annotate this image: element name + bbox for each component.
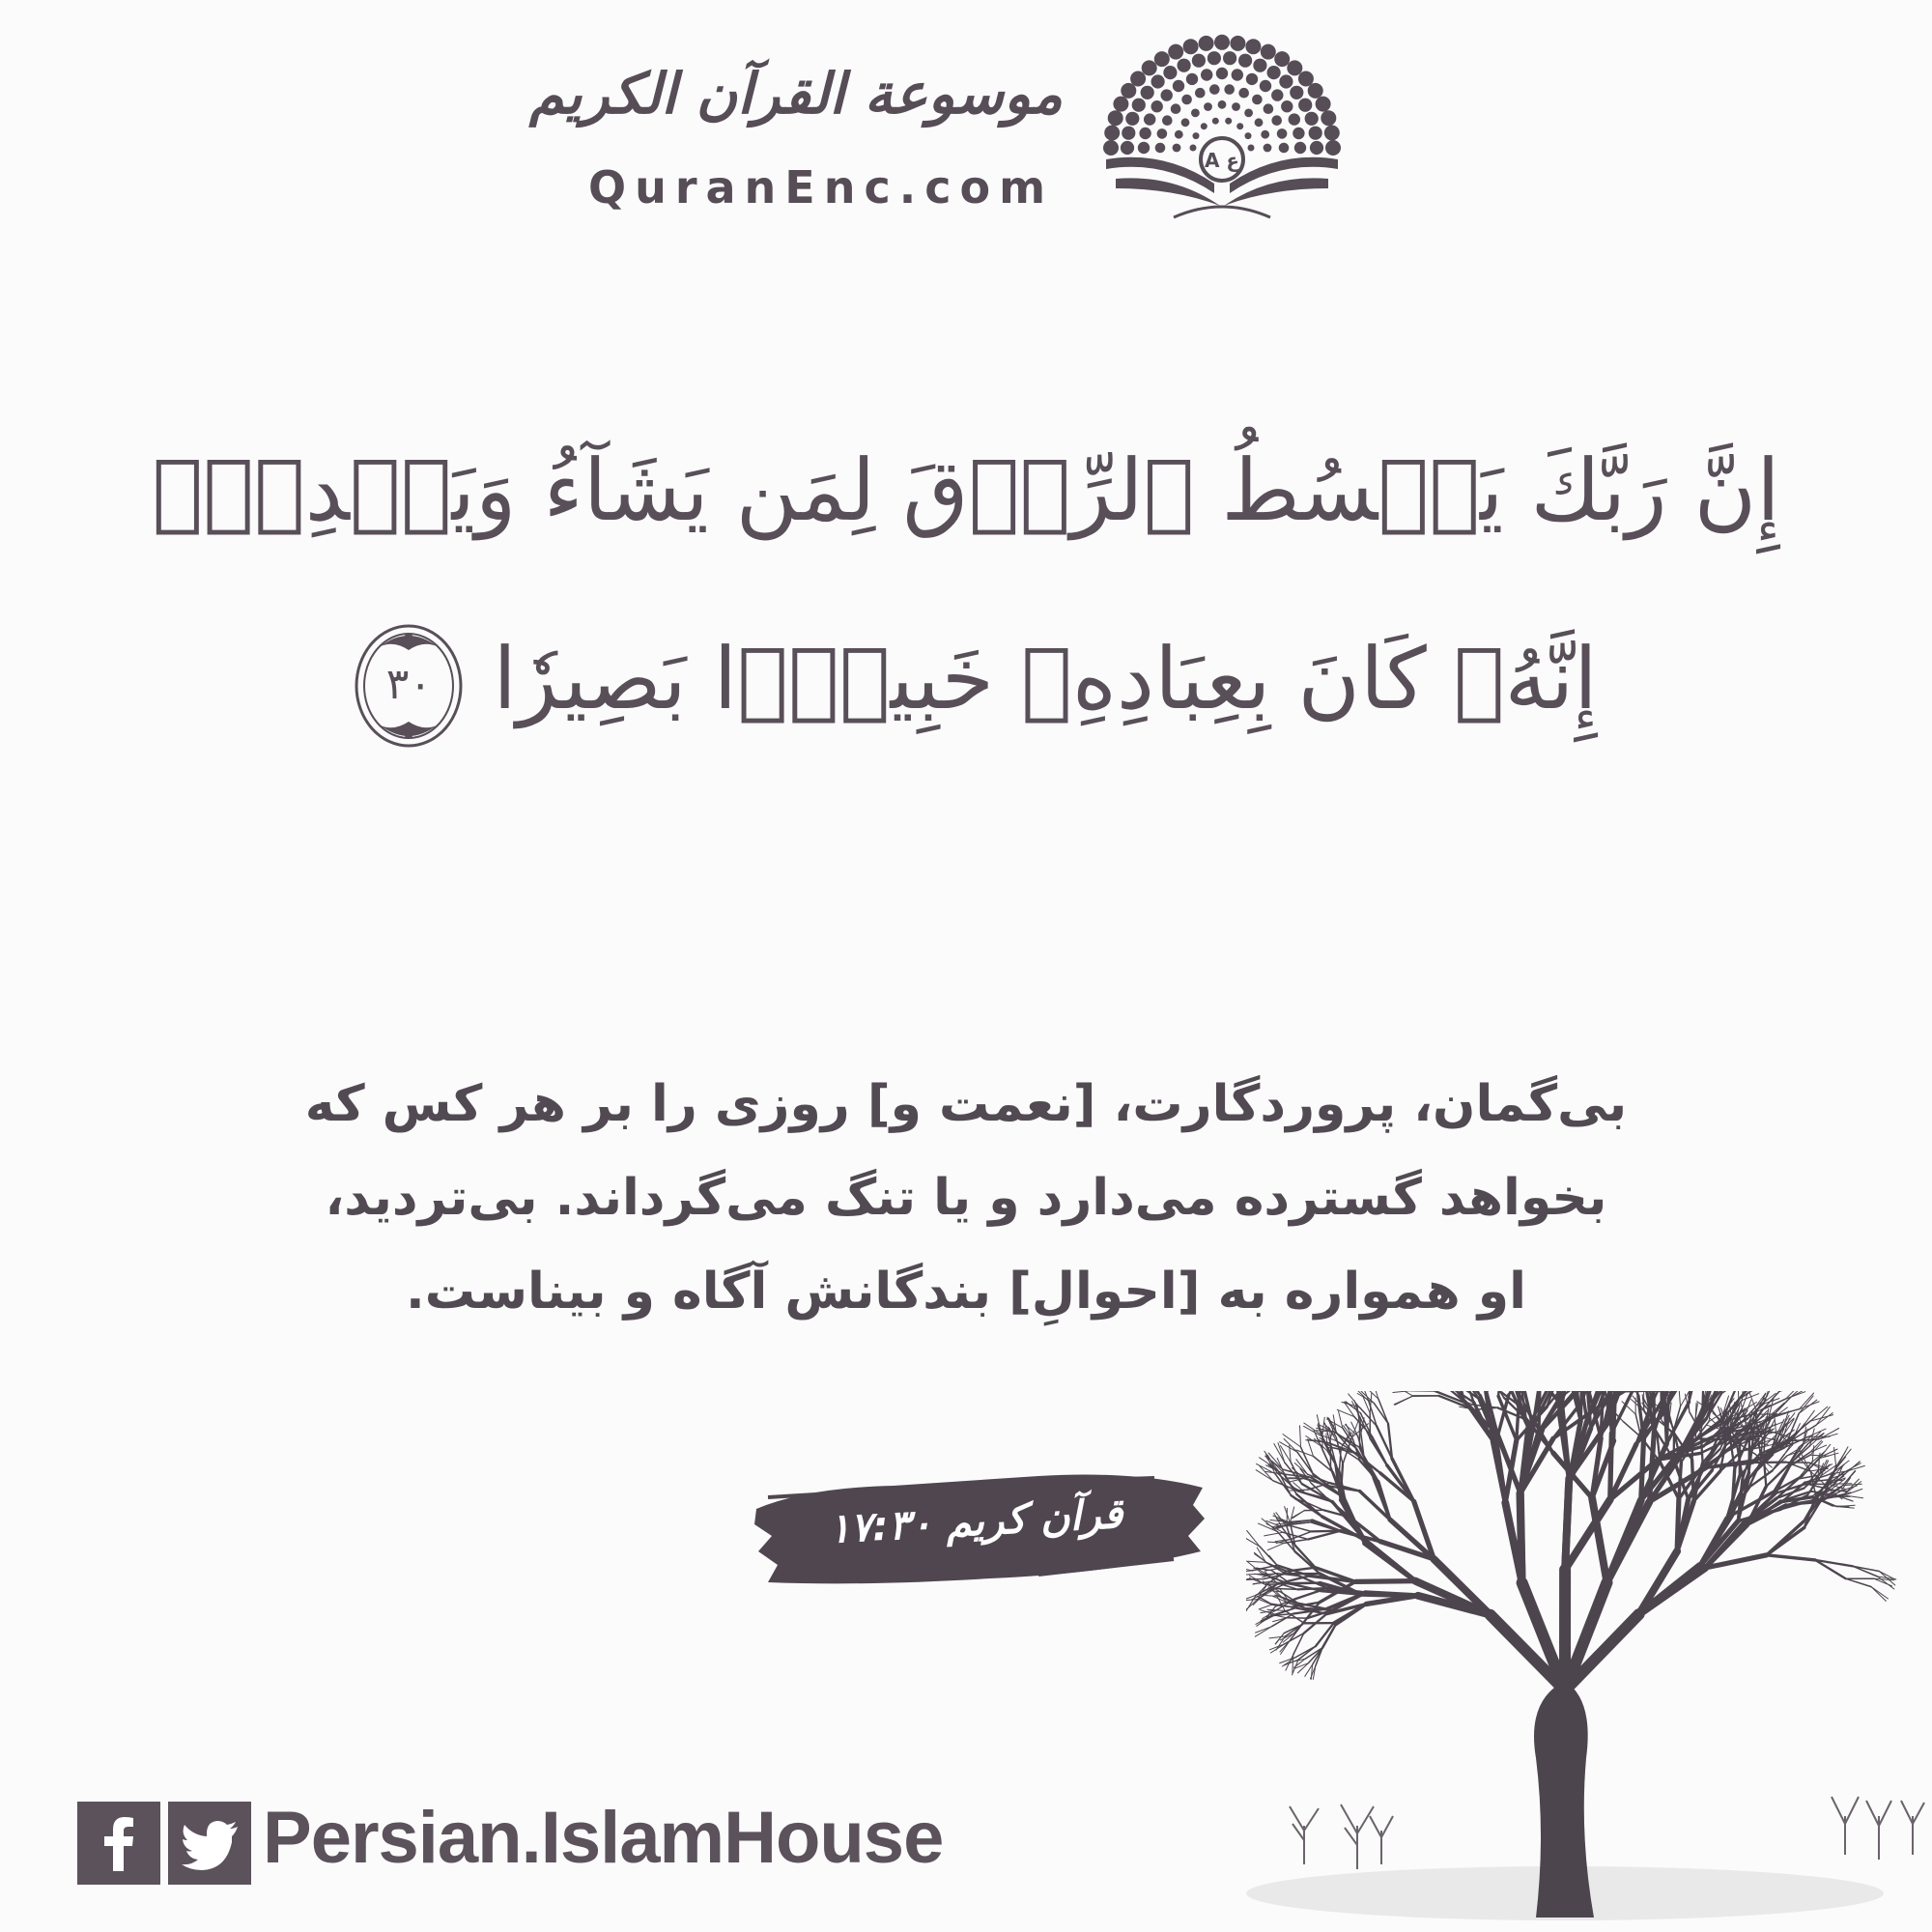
verse-line-2: [97, 584, 1835, 773]
social-handle[interactable]: Persian.IslamHouse: [263, 1797, 944, 1879]
brand-domain: QuranEnc.com: [587, 161, 1055, 213]
reference-badge: [749, 1459, 1212, 1594]
translation-line-3: او همواره به [احوالِ] بندگانش آگاه و بیناست.: [406, 1263, 1526, 1321]
brand-arabic-title: موسوعة القرآن الكريم: [528, 61, 1063, 127]
svg-text:A ع: A ع: [1204, 149, 1240, 172]
dotted-dome-open-book-logo-icon: [1087, 34, 1357, 227]
translation-line-2: بخواهد گسترده می‌دارد و یا تنگ می‌گرداند. بی‌تردید،: [325, 1169, 1607, 1227]
quran-verse-arabic: [97, 396, 1835, 773]
twitter-icon[interactable]: [168, 1802, 251, 1885]
site-logo-header: [528, 34, 1362, 237]
twitter-bird-glyph-icon: [168, 1802, 251, 1885]
facebook-glyph-icon: [77, 1802, 160, 1885]
verse-line-1: إِنَّ رَبَّكَ يَبۡسُطُ ٱلرِّزۡقَ لِمَن يَشَآءُ وَيَقۡدِرُۚ: [152, 440, 1780, 540]
surah-ayah-reference: قرآن کریم ۱۷:۳۰: [827, 1490, 1124, 1552]
tree-illustration: [1246, 1391, 1932, 1932]
translation-line-1: بی‌گمان، پروردگارت، [نعمت و] روزی را بر هر کس که: [304, 1075, 1628, 1133]
verse-line-2-text: إِنَّهُۥ كَانَ بِعِبَادِهِۦ خَبِيرَۢا بَصِيرٗا: [493, 629, 1598, 728]
ayah-end-marker: [352, 619, 466, 753]
facebook-icon[interactable]: [77, 1802, 160, 1885]
ayah-number: ٣٠: [385, 660, 432, 710]
persian-translation: [174, 1058, 1758, 1339]
